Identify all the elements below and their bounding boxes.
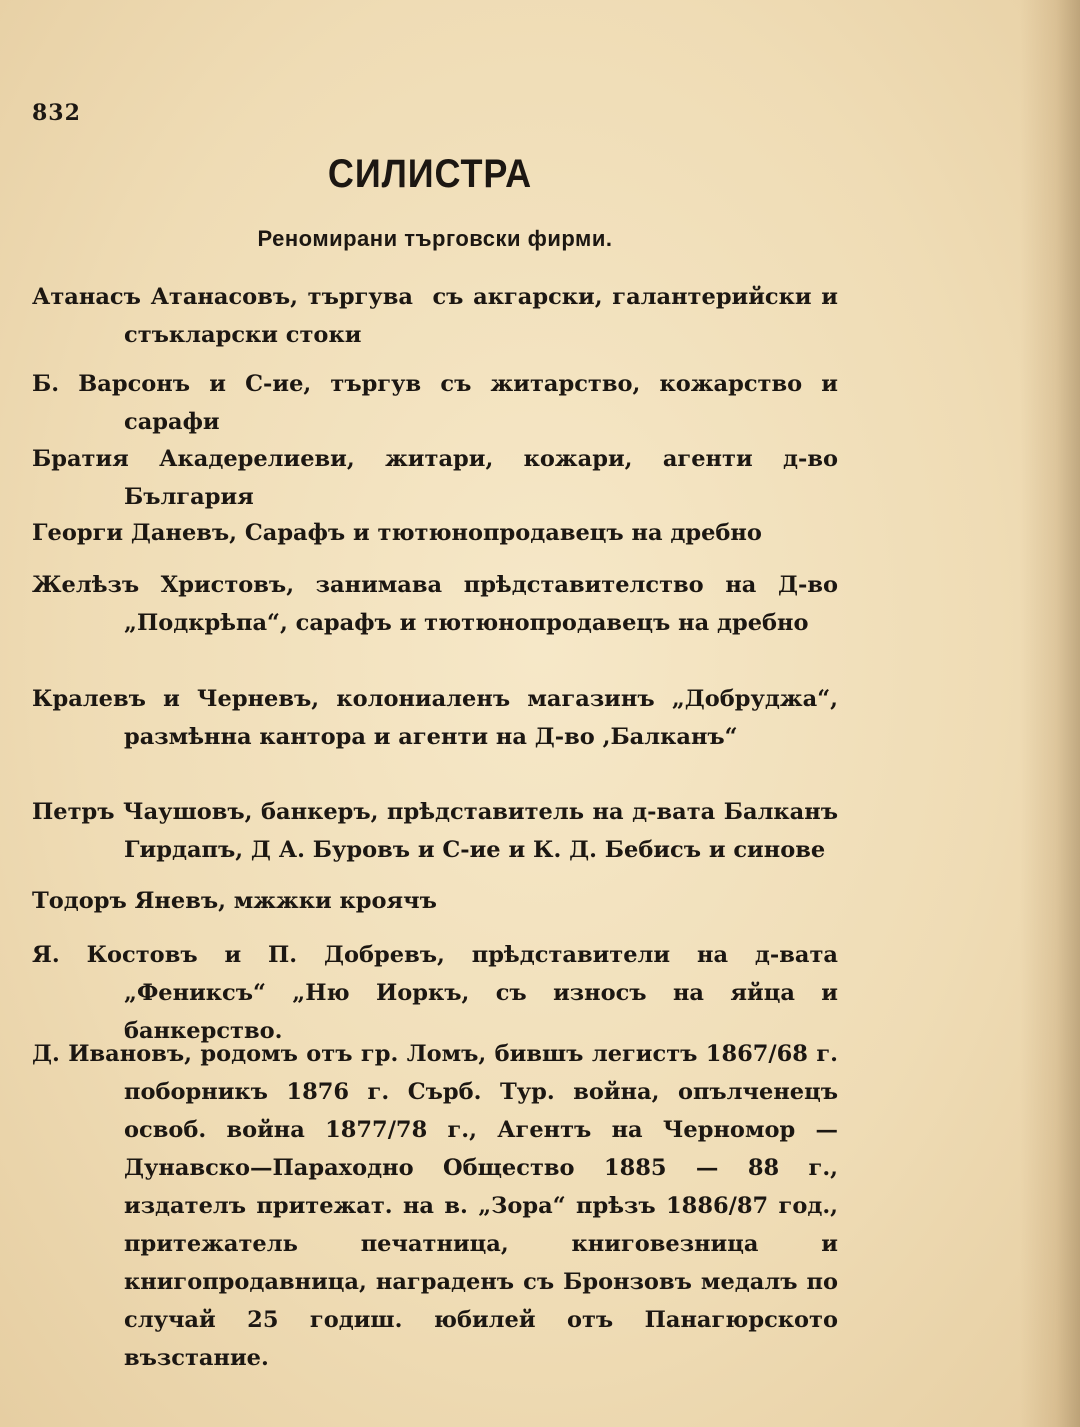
firm-entry-kostov-dobrev: Я. Костовъ и П. Добревъ, прѣдставители на д-вата „Фениксъ“ „Ню Иоркъ, съ износъ на яйца и банкерство. [32,942,846,1044]
firm-entry-chaushov: Петръ Чаушовъ, банкеръ, прѣдставитель на д-вата Балканъ Гирдапъ, Д А. Буровъ и С-ие и К. Д. Бебисъ и синове [32,799,846,863]
firm-entry-hristov: Желѣзъ Христовъ, занимава прѣдставителство на Д-во „Подкрѣпа“, сарафъ и тютюнопродавецъ на дребно [32,572,846,636]
page-number: 832 [32,100,81,126]
firm-entry-kralev-chernev: Кралевъ и Черневъ, колониаленъ магазинъ „Добруджа“, размѣнна кантора и агенти на Д-во ,Балканъ“ [32,686,846,750]
firm-entry-yanev: Тодоръ Яневъ, мжжки кроячъ [32,888,437,914]
section-subtitle: Реномирани търговски фирми. [257,226,613,251]
firm-entry-ivanov: Д. Ивановъ, родомъ отъ гр. Ломъ, бившъ легистъ 1867/68 г. поборникъ 1876 г. Сърб. Тур. война, опълченецъ освоб. война 1877/78 г., Агентъ на Черномор — Дунавско—Параходно Общество 1885 — 88 г., издателъ притежат. на в. „Зора“ прѣзъ 1886/87 год., притежатель печатница, книговезница и книгопродавница, награденъ съ Бронзовъ медалъ по случай 25 годиш. юбилей отъ Панагюрското възстание. [32,1041,846,1371]
page-edge-shadow [1020,0,1080,1427]
firm-entry-akaderelievi: Братия Акадерелиеви, житари, кожари, агенти д-во България [32,446,846,510]
firm-entry-atanasov: Атанасъ Атанасовъ, търгува съ акгарски, галантерийски и стъкларски стоки [32,284,846,348]
firm-entry-varson: Б. Варсонъ и С-ие, търгув съ житарство, кожарство и сарафи [32,371,846,435]
firm-entry-danev: Георги Даневъ, Сарафъ и тютюнопродавецъ на дребно [32,520,762,546]
page-title: СИЛИСТРА [327,152,533,196]
